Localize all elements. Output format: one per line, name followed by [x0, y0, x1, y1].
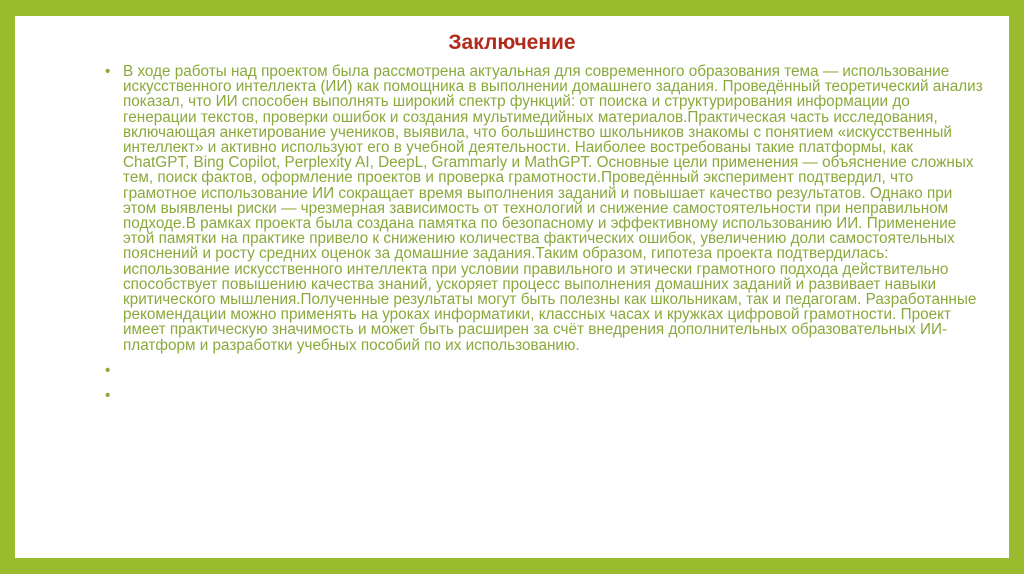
- bullet-list: [103, 64, 983, 403]
- bullet-dot: •: [105, 63, 111, 80]
- conclusion-paragraph: В ходе работы над проектом была рассмотрена актуальная для современного образования тема — использование искусственного интеллекта (ИИ) как помощника в выполнении домашнего задания. Проведённый теоретический анализ показал, что ИИ способен выполнять широкий спектр функций: от поиска и структурирования информации до генерации текстов, проверки ошибок и создания мультимедийных материалов.Практическая часть исследования, включающая анкетирование учеников, выявила, что большинство школьников знакомы с понятием «искусственный интеллект» и активно используют его в учебной деятельности. Наиболее востребованы такие платформы, как ChatGPT, Bing Copilot, Perplexity AI, DeepL, Grammarly и MathGPT. Основные цели применения — объяснение сложных тем, поиск фактов, оформление проектов и проверка грамотности.Проведённый эксперимент подтвердил, что грамотное использование ИИ сокращает время выполнения заданий и повышает качество результатов. Однако при этом выявлены риски — чрезмерная зависимость от технологий и снижение самостоятельности при неправильном подходе.В рамках проекта была создана памятка по безопасному и эффективному использованию ИИ. Применение этой памятки на практике привело к снижению количества фактических ошибок, увеличению доли самостоятельных пояснений и росту средних оценок за домашние задания.Таким образом, гипотеза проекта подтвердилась: использование искусственного интеллекта при условии правильного и этически грамотного подхода действительно способствует повышению качества знаний, ускоряет процесс выполнения домашних заданий и развивает навыки критического мышления.Полученные результаты могут быть полезны как школьникам, так и педагогам. Разработанные рекомендации можно применять на уроках информатики, классных часах и кружках цифровой грамотности. Проект имеет практическую значимость и может быть расширен за счёт внедрения дополнительных образовательных ИИ-платформ и разработки учебных пособий по их использованию.: [123, 63, 983, 354]
- slide-frame: [15, 16, 1009, 558]
- list-item: [103, 64, 983, 353]
- empty-list-item: [103, 363, 983, 378]
- bullet-dot: •: [105, 386, 111, 404]
- empty-list-item: [103, 388, 983, 403]
- slide-title: Заключение: [448, 31, 576, 54]
- bullet-dot: •: [105, 361, 111, 379]
